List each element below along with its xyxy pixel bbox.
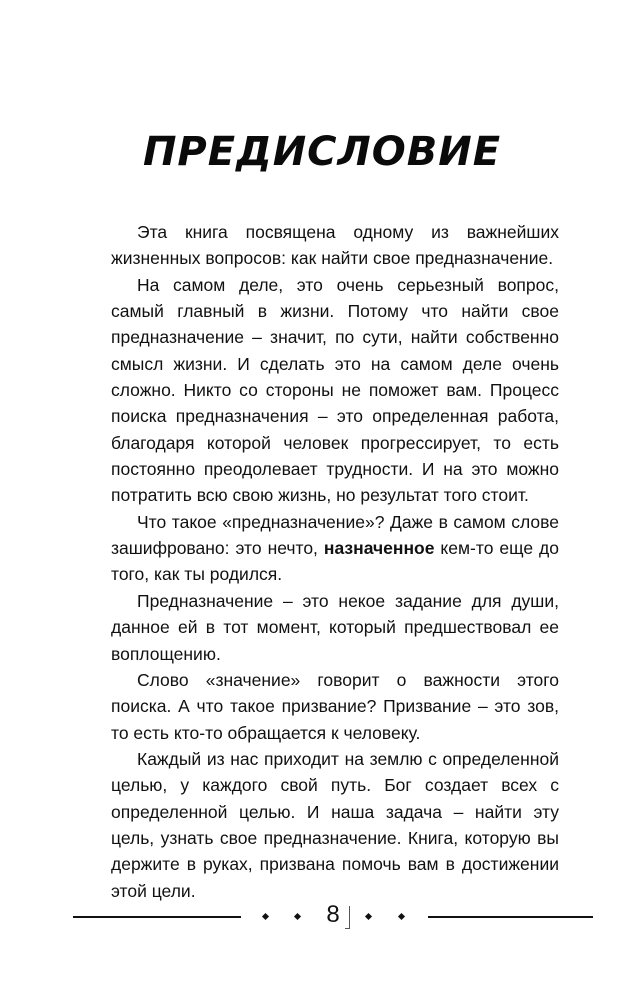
page-title: ПРЕДИСЛОВИЕ	[142, 129, 502, 175]
paragraph-5: Слово «значение» говорит о важности этого поиска. А что такое призвание? Призвание – это зов, то есть кто-то обращается к человеку.	[111, 669, 559, 743]
emphasized-word: назначенное	[323, 538, 435, 559]
page-footer	[0, 898, 644, 938]
page-number-bracket	[345, 906, 350, 929]
paragraph-2: На самом деле, это очень серьезный вопрос, самый главный в жизни. Потому что найти свое предназначение – значит, по сути, найти собственно смысл жизни. И сделать это на самом деле очень сложно. Никто со стороны не поможет вам. Процесс поиска предназначения – это определенная работа, благодаря которой человек прогрессирует, то есть постоянно преодолевает трудности. И на это можно потратить всю свою жизнь, но результат того стоит.	[111, 274, 559, 506]
footer-rule-right	[428, 916, 593, 918]
paragraph-4: Предназначение – это некое задание для души, данное ей в тот момент, который предшествовал ее воплощению.	[111, 590, 559, 664]
paragraph-1: Эта книга посвящена одному из важнейших жизненных вопросов: как найти свое предназначение.	[111, 222, 559, 269]
paragraph-3-text-after: кем-то еще до того, как ты родился.	[111, 538, 559, 585]
diamond-ornament-icon	[294, 913, 301, 920]
paragraph-3	[111, 509, 559, 588]
diamond-ornament-icon	[398, 913, 405, 920]
body-text	[111, 219, 559, 904]
paragraph-3-text-before: Что такое «предназначение»? Даже в самом слове зашифровано: это нечто,	[111, 511, 559, 559]
diamond-ornament-icon	[365, 913, 372, 920]
page-number: 8	[326, 901, 340, 928]
footer-rule-left	[73, 916, 241, 918]
paragraph-6: Каждый из нас приходит на землю с определенной целью, у каждого свой путь. Бог создает всех с определенной целью. И наша задача – найти эту цель, узнать свое предназначение. Книга, которую вы держите в руках, призвана помочь вам в достижении этой цели.	[111, 748, 559, 901]
diamond-ornament-icon	[262, 913, 269, 920]
